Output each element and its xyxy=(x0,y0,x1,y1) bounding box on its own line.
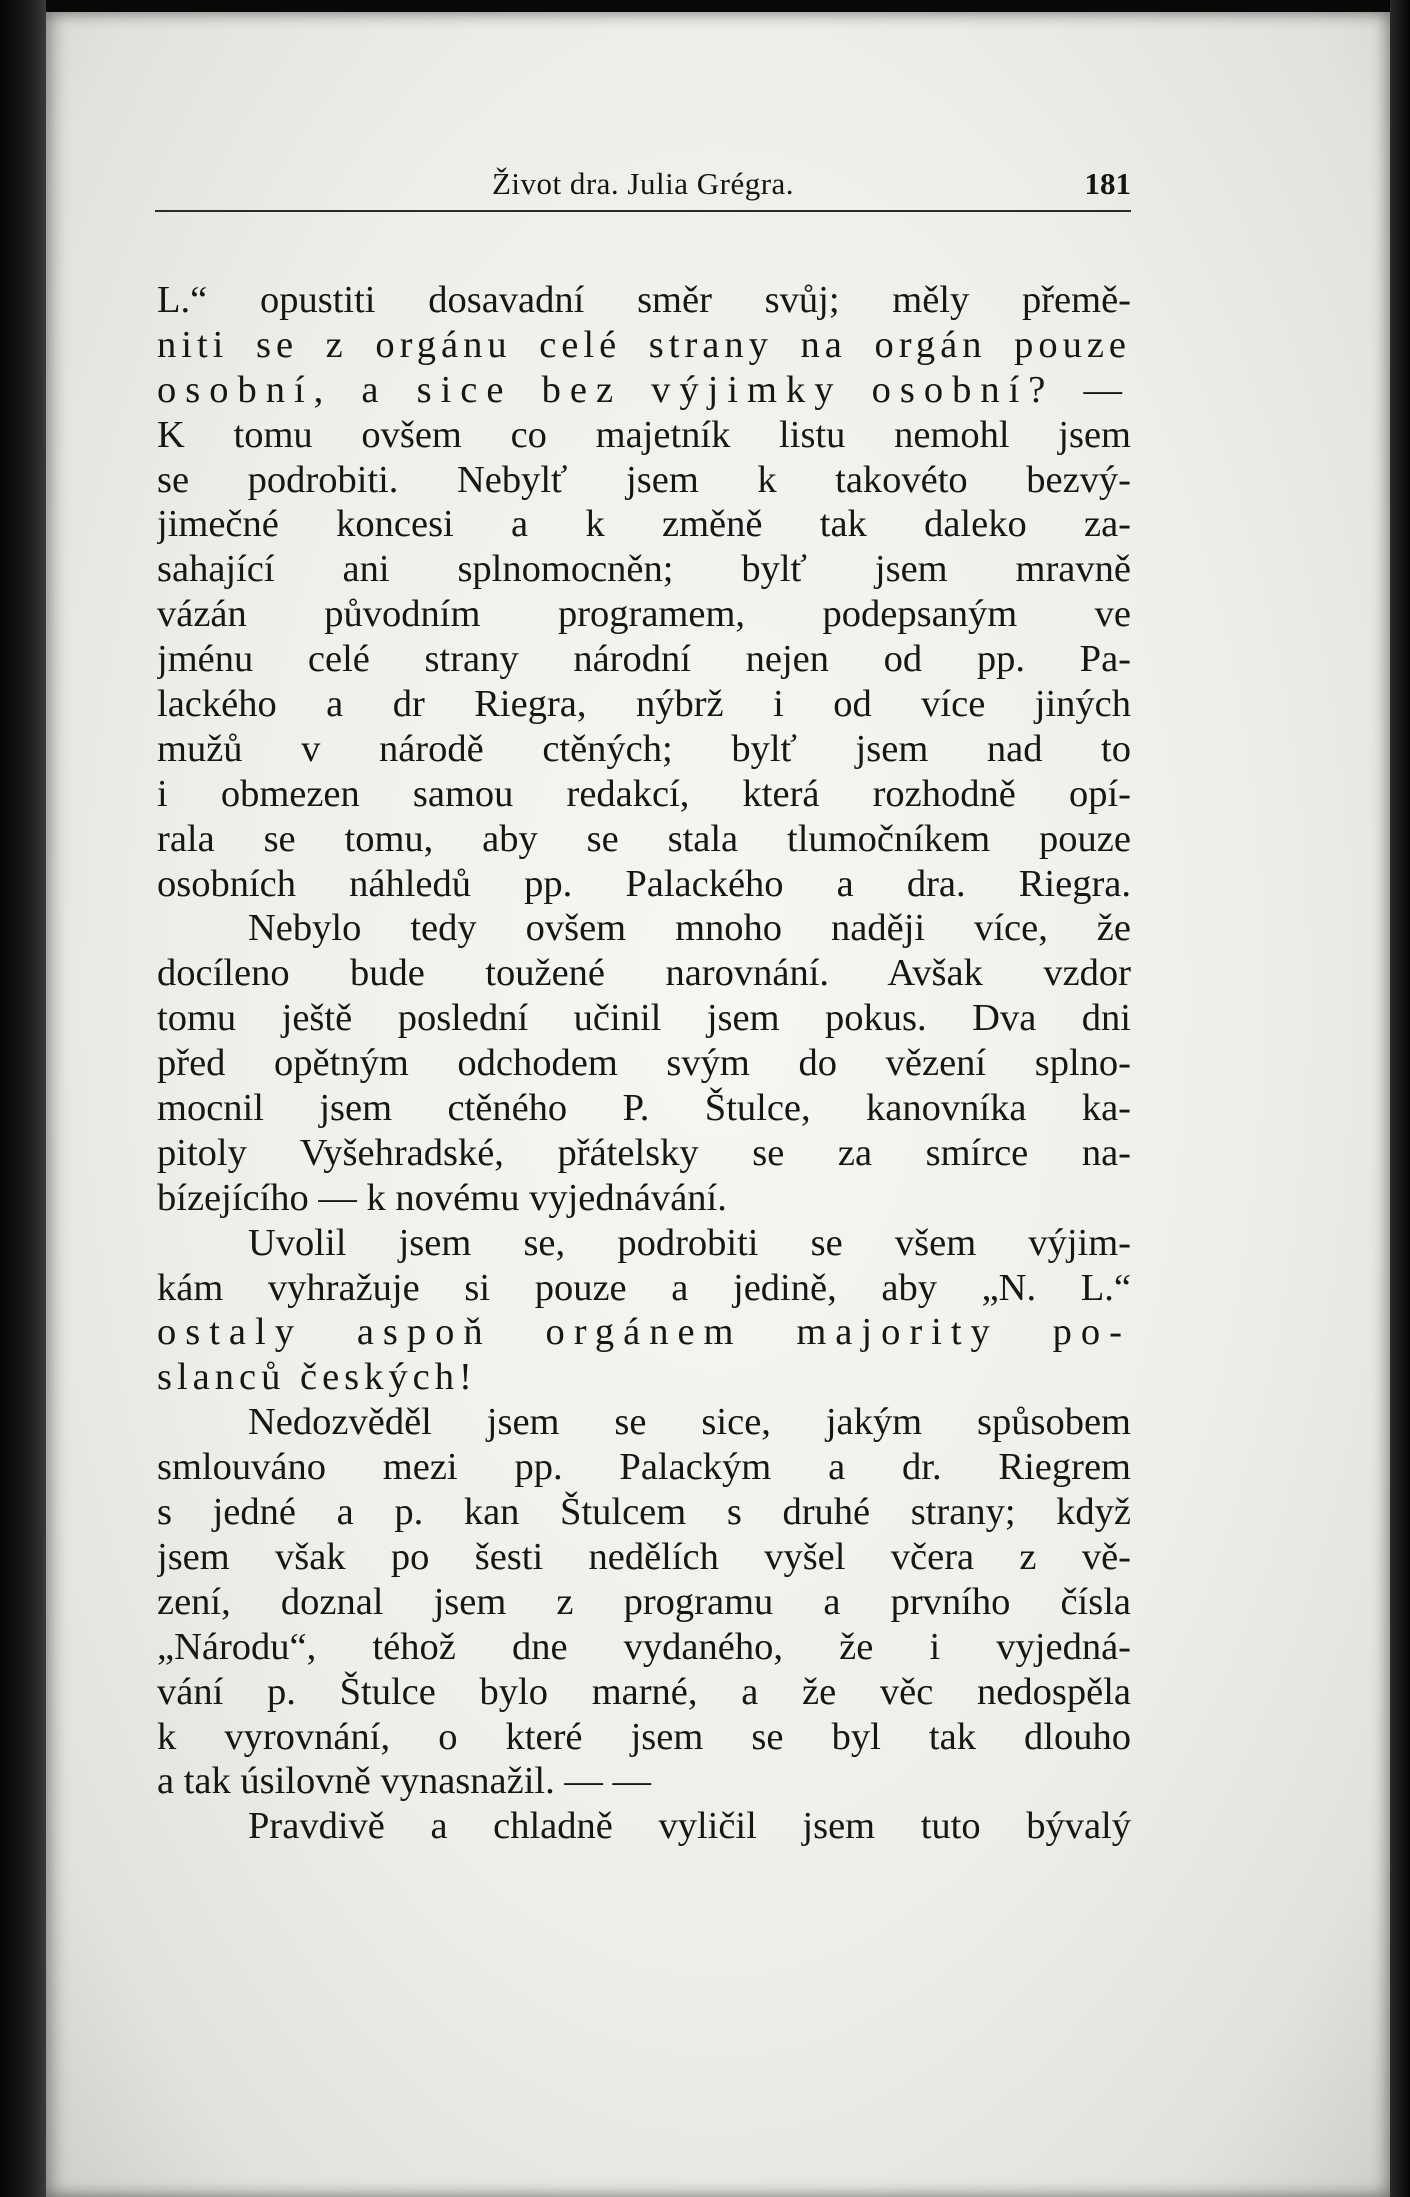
text-line: sahající ani splnomocněn; bylť jsem mravně xyxy=(157,548,1131,591)
scan-edge-left xyxy=(0,0,46,2197)
text-line: rala se tomu, aby se stala tlumočníkem pouze xyxy=(157,817,1131,860)
page-number: 181 xyxy=(1084,166,1131,201)
text-line: bízejícího — k novému vyjednávání. xyxy=(157,1176,727,1219)
text-line: pitoly Vyšehradské, přátelsky se za smírce na- xyxy=(157,1131,1131,1174)
text-line: i obmezen samou redakcí, která rozhodně opí- xyxy=(157,772,1131,815)
text-line: slanců českých! xyxy=(157,1356,477,1399)
text-line: docíleno bude toužené narovnání. Avšak vzdor xyxy=(157,952,1131,995)
text-line: Uvolil jsem se, podrobiti se všem výjim- xyxy=(248,1221,1131,1264)
text-line: tomu ještě poslední učinil jsem pokus. Dva dni xyxy=(157,997,1131,1040)
body-text xyxy=(157,278,1131,1849)
text-line: zení, doznal jsem z programu a prvního čísla xyxy=(157,1580,1131,1623)
text-line: a tak úsilovně vynasnažil. — — xyxy=(157,1760,651,1803)
text-line: osobní, a sice bez výjimky osobní? — xyxy=(157,368,1131,411)
text-line: K tomu ovšem co majetník listu nemohl jsem xyxy=(157,413,1131,456)
scan-edge-top xyxy=(0,0,1410,12)
running-header xyxy=(155,162,1131,212)
text-line: s jedné a p. kan Štulcem s druhé strany; když xyxy=(157,1491,1131,1534)
text-line: vání p. Štulce bylo marné, a že věc nedospěla xyxy=(157,1670,1131,1713)
text-line: se podrobiti. Nebylť jsem k takovéto bezvý- xyxy=(157,458,1131,501)
running-title: Život dra. Julia Grégra. xyxy=(491,166,795,201)
text-line: osobních náhledů pp. Palackého a dra. Riegra. xyxy=(157,862,1131,905)
text-line: vázán původním programem, podepsaným ve xyxy=(157,593,1131,636)
text-line: smlouváno mezi pp. Palackým a dr. Riegrem xyxy=(157,1446,1131,1489)
text-line: kám vyhražuje si pouze a jedině, aby „N. L.“ xyxy=(157,1266,1131,1309)
text-line: niti se z orgánu celé strany na orgán pouze xyxy=(157,323,1131,366)
text-line: k vyrovnání, o které jsem se byl tak dlouho xyxy=(157,1715,1131,1758)
text-line: ostaly aspoň orgánem majority po- xyxy=(157,1311,1131,1354)
text-line: mocnil jsem ctěného P. Štulce, kanovníka ka- xyxy=(157,1087,1131,1130)
text-line: mužů v národě ctěných; bylť jsem nad to xyxy=(157,727,1131,770)
text-line: jménu celé strany národní nejen od pp. Pa- xyxy=(157,638,1131,681)
text-line: před opětným odchodem svým do vězení splno- xyxy=(157,1042,1131,1085)
text-line: Nedozvěděl jsem se sice, jakým spůsobem xyxy=(248,1401,1131,1444)
text-line: jimečné koncesi a k změně tak daleko za- xyxy=(157,503,1131,546)
text-line: Pravdivě a chladně vyličil jsem tuto bývalý xyxy=(248,1805,1131,1848)
text-line: lackého a dr Riegra, nýbrž i od více jiných xyxy=(157,683,1131,726)
text-line: Nebylo tedy ovšem mnoho naději více, že xyxy=(248,907,1131,950)
scan-edge-right xyxy=(1390,0,1410,2197)
text-line: jsem však po šesti nedělích vyšel včera z vě- xyxy=(157,1535,1131,1578)
text-line: L.“ opustiti dosavadní směr svůj; měly přemě- xyxy=(157,279,1131,321)
text-line: „Národu“, téhož dne vydaného, že i vyjedná- xyxy=(157,1625,1131,1668)
